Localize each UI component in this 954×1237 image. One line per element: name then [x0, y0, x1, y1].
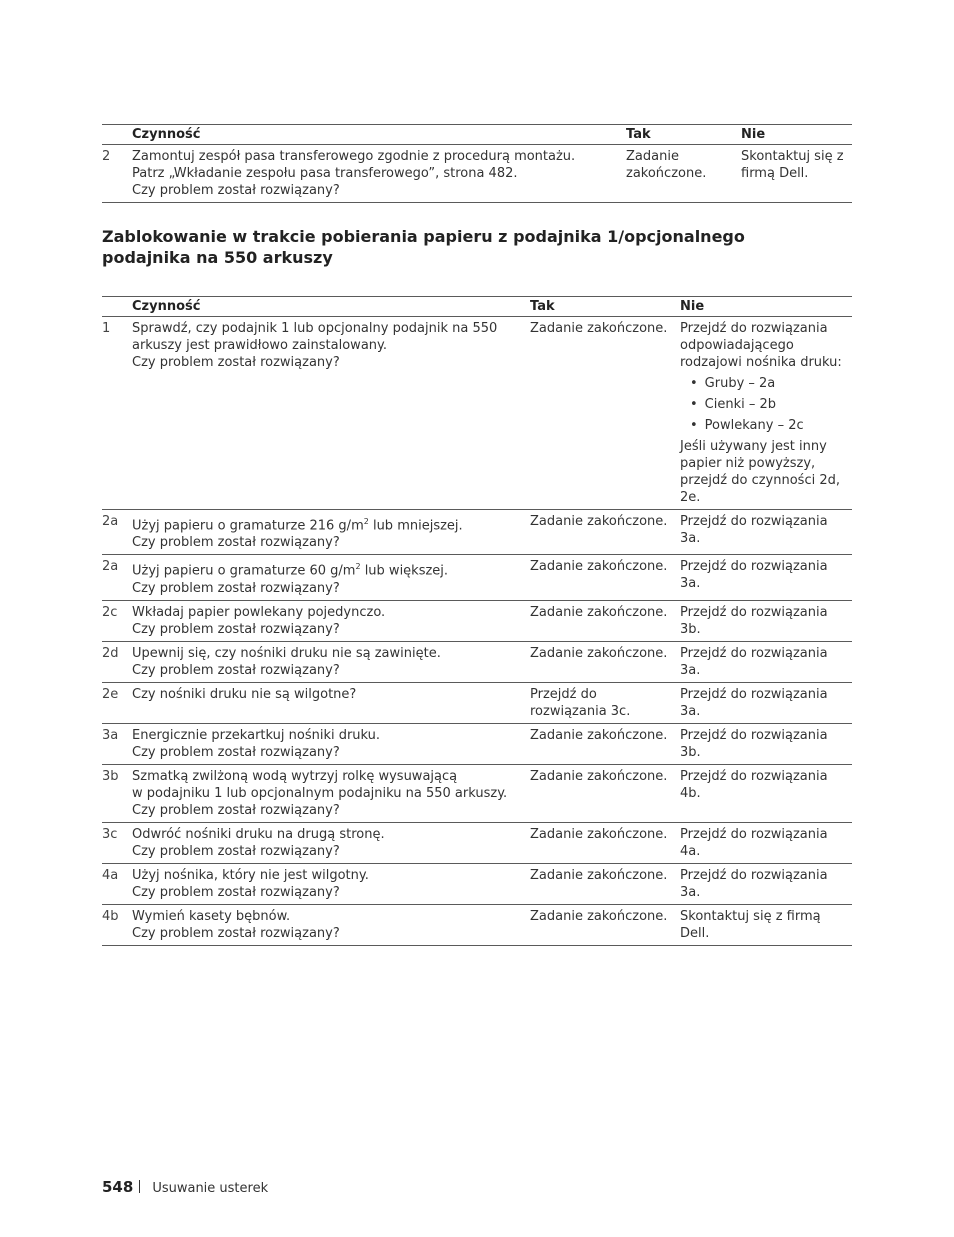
yes-cell: Zadanie zakończone.: [530, 863, 680, 904]
list-item: • Gruby – 2a: [690, 375, 848, 392]
no-cell: Przejdź do rozwiązania 4a.: [680, 822, 852, 863]
step-question: Czy problem został rozwiązany?: [132, 535, 340, 551]
yes-cell: Zadanie zakończone.: [530, 641, 680, 682]
step-line: Czy problem został rozwiązany?: [132, 802, 340, 818]
step-number: 3c: [102, 822, 132, 863]
step-line: Sprawdź, czy podajnik 1 lub opcjonalny podajnik na 550 arkuszy jest prawidłowo zainstalowany.: [132, 321, 498, 353]
page-footer: [102, 1178, 268, 1196]
step-line: Zamontuj zespół pasa transferowego zgodnie z procedurą montażu.: [132, 149, 576, 164]
header-no: Nie: [680, 297, 852, 317]
header-no: Nie: [741, 125, 852, 145]
list-item: • Cienki – 2b: [690, 396, 848, 413]
step-number: 2: [102, 149, 111, 164]
table-row: [102, 764, 852, 822]
table-row: [102, 510, 852, 555]
no-cell: Skontaktuj się z firmą Dell.: [680, 904, 852, 945]
step-text: [132, 317, 530, 510]
section-title: Zablokowanie w trakcie pobierania papieru z podajnika 1/opcjonalnego podajnika na 550 arkuszy: [102, 227, 745, 267]
step-number: 2e: [102, 682, 132, 723]
table-row: [102, 863, 852, 904]
table-row: [102, 317, 852, 510]
step-text: [132, 555, 530, 600]
header-step: Czynność: [132, 125, 626, 145]
table-row: [102, 723, 852, 764]
no-cell: Skontaktuj się z firmą Dell.: [741, 149, 844, 181]
step-text: [132, 822, 530, 863]
step-number: 4b: [102, 904, 132, 945]
no-cell: [680, 317, 852, 510]
no-cell: Przejdź do rozwiązania 3a.: [680, 863, 852, 904]
step-line: [132, 558, 526, 579]
table-row: [102, 145, 852, 203]
step-number: 4a: [102, 863, 132, 904]
media-type-list: [680, 375, 848, 434]
step-line: Odwróć nośniki druku na drugą stronę.: [132, 826, 385, 842]
no-cell: Przejdź do rozwiązania 3a.: [680, 510, 852, 555]
step-line: Czy problem został rozwiązany?: [132, 621, 340, 637]
step-line: Czy problem został rozwiązany?: [132, 843, 340, 859]
header-step: Czynność: [132, 297, 530, 317]
no-cell: Przejdź do rozwiązania 3a.: [680, 641, 852, 682]
step-line: Czy problem został rozwiązany?: [132, 925, 340, 941]
step-question: Czy problem został rozwiązany?: [132, 580, 340, 596]
no-cell: Przejdź do rozwiązania 3a.: [680, 555, 852, 600]
step-line: Czy problem został rozwiązany?: [132, 183, 340, 198]
step-text: [132, 904, 530, 945]
step-number: 2a: [102, 555, 132, 600]
no-intro: Przejdź do rozwiązania odpowiadającego rodzajowi nośnika druku:: [680, 321, 842, 370]
step-text: [132, 723, 530, 764]
header-num: [102, 297, 132, 317]
step-text: [132, 641, 530, 682]
troubleshooting-table-continued: [102, 124, 852, 203]
no-cell: Przejdź do rozwiązania 4b.: [680, 764, 852, 822]
step-line: Patrz „Wkładanie zespołu pasa transferowego”, strona 482.: [132, 166, 518, 181]
table-row: [102, 555, 852, 600]
no-cell: Przejdź do rozwiązania 3b.: [680, 600, 852, 641]
step-line: Szmatką zwilżoną wodą wytrzyj rolkę wysuwającą: [132, 768, 458, 784]
step-text: [132, 764, 530, 822]
step-text-pre: Użyj papieru o gramaturze 216 g/m: [132, 518, 364, 534]
step-line: Czy problem został rozwiązany?: [132, 744, 340, 760]
step-number: 2a: [102, 510, 132, 555]
step-text-post: lub mniejszej.: [368, 518, 463, 534]
yes-cell: Zadanie zakończone.: [530, 600, 680, 641]
step-number: 3a: [102, 723, 132, 764]
no-cell: Przejdź do rozwiązania 3a.: [680, 682, 852, 723]
step-text: [132, 145, 626, 203]
step-number: 3b: [102, 764, 132, 822]
yes-cell: Zadanie zakończone.: [530, 764, 680, 822]
step-line: Energicznie przekartkuj nośniki druku.: [132, 727, 381, 743]
yes-cell: Zadanie zakończone.: [530, 321, 668, 336]
step-text-pre: Użyj papieru o gramaturze 60 g/m: [132, 563, 356, 579]
table-header-row: [102, 297, 852, 317]
step-number: 1: [102, 321, 111, 336]
superscript: 2: [363, 517, 369, 526]
step-line: Upewnij się, czy nośniki druku nie są zawinięte.: [132, 645, 441, 661]
step-number: 2c: [102, 600, 132, 641]
step-text: [132, 510, 530, 555]
yes-cell: Zadanie zakończone.: [530, 555, 680, 600]
yes-cell: Zadanie zakończone.: [530, 904, 680, 945]
yes-cell: Zadanie zakończone.: [530, 822, 680, 863]
yes-cell: Zadanie zakończone.: [626, 149, 707, 181]
step-line: [132, 513, 526, 534]
step-text: [132, 600, 530, 641]
table-row: [102, 904, 852, 945]
step-line: Wkładaj papier powlekany pojedynczo.: [132, 604, 386, 620]
yes-cell: Zadanie zakończone.: [530, 723, 680, 764]
table-row: [102, 600, 852, 641]
step-line: Czy problem został rozwiązany?: [132, 355, 340, 370]
header-yes: Tak: [626, 125, 741, 145]
yes-cell: Zadanie zakończone.: [530, 510, 680, 555]
table-row: [102, 822, 852, 863]
footer-divider: [139, 1180, 140, 1193]
no-outro: Jeśli używany jest inny papier niż powyższy, przejdź do czynności 2d, 2e.: [680, 439, 840, 505]
list-item: • Powlekany – 2c: [690, 417, 848, 434]
step-line: Czy nośniki druku nie są wilgotne?: [132, 686, 357, 702]
no-cell: Przejdź do rozwiązania 3b.: [680, 723, 852, 764]
step-line: Czy problem został rozwiązany?: [132, 884, 340, 900]
header-yes: Tak: [530, 297, 680, 317]
header-num: [102, 125, 132, 145]
table-header-row: [102, 125, 852, 145]
step-text: [132, 863, 530, 904]
paper-jam-table: [102, 296, 852, 946]
table-row: [102, 682, 852, 723]
step-text-post: lub większej.: [360, 563, 449, 579]
table-row: [102, 641, 852, 682]
superscript: 2: [355, 562, 361, 572]
step-line: w podajniku 1 lub opcjonalnym podajniku na 550 arkuszy.: [132, 785, 508, 801]
step-text: [132, 682, 530, 723]
step-number: 2d: [102, 641, 132, 682]
step-line: Użyj nośnika, który nie jest wilgotny.: [132, 867, 369, 883]
yes-cell: Przejdź do rozwiązania 3c.: [530, 682, 680, 723]
page-number: 548: [102, 1178, 134, 1196]
step-line: Wymień kasety bębnów.: [132, 908, 291, 924]
step-line: Czy problem został rozwiązany?: [132, 662, 340, 678]
footer-section: Usuwanie usterek: [152, 1181, 269, 1196]
